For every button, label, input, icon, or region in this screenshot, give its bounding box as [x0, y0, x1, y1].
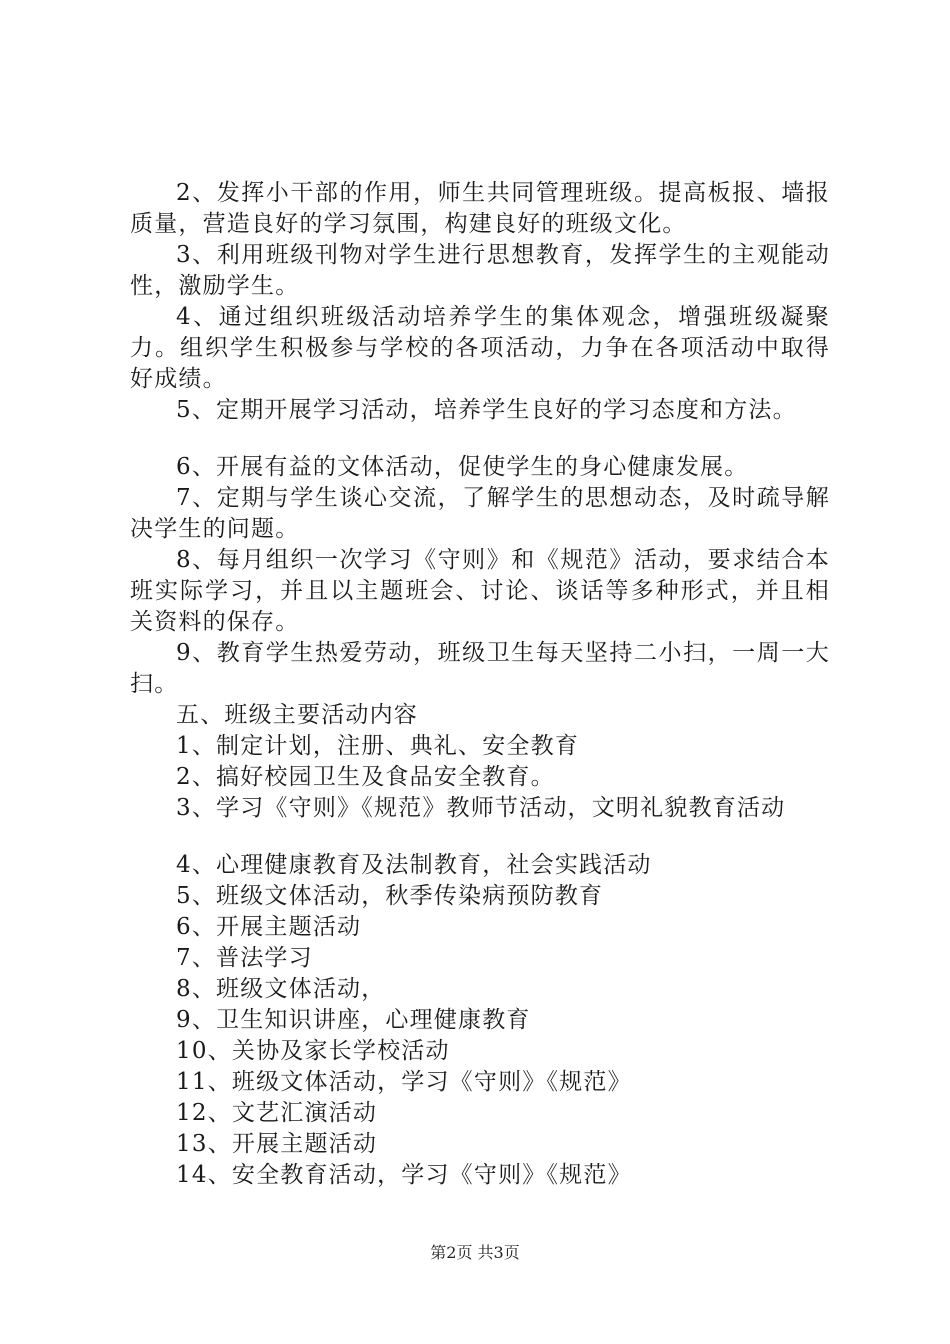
list-item: 14、安全教育活动，学习《守则》《规范》: [176, 1162, 632, 1188]
list-item: 13、开展主题活动: [176, 1131, 378, 1157]
list-item: 2、搞好校园卫生及食品安全教育。: [176, 764, 555, 790]
paragraph: 8、每月组织一次学习《守则》和《规范》活动，要求结合本班实际学习，并且以主题班会、讨论、谈话等多种形式，并且相关资料的保存。: [130, 547, 830, 635]
list-item: 12、文艺汇演活动: [176, 1100, 378, 1126]
paragraph: 6、开展有益的文体活动，促使学生的身心健康发展。: [176, 454, 749, 480]
page-footer: 第2页 共3页: [430, 1243, 520, 1262]
list-item: 5、班级文体活动，秋季传染病预防教育: [176, 883, 604, 909]
list-item: 9、卫生知识讲座，心理健康教育: [176, 1007, 531, 1033]
paragraph: 2、发挥小干部的作用，师生共同管理班级。提高板报、墙报质量，营造良好的学习氛围，构建良好的班级文化。: [130, 180, 830, 237]
list-item: 4、心理健康教育及法制教育，社会实践活动: [176, 852, 652, 878]
list-item: 8、班级文体活动，: [176, 976, 386, 1002]
paragraph: 9、教育学生热爱劳动，班级卫生每天坚持二小扫，一周一大扫。: [130, 640, 830, 697]
list-item: 6、开展主题活动: [176, 914, 362, 940]
paragraph: 5、定期开展学习活动，培养学生良好的学习态度和方法。: [176, 397, 797, 423]
paragraph: 3、利用班级刊物对学生进行思想教育，发挥学生的主观能动性，激励学生。: [130, 242, 830, 299]
list-item: 7、普法学习: [176, 945, 313, 971]
paragraph: 7、定期与学生谈心交流，了解学生的思想动态，及时疏导解决学生的问题。: [130, 485, 830, 542]
list-item: 10、关协及家长学校活动: [176, 1038, 450, 1064]
list-item: 11、班级文体活动，学习《守则》《规范》: [176, 1069, 632, 1095]
list-item: 1、制定计划，注册、典礼、安全教育: [176, 733, 580, 759]
paragraph: 4、通过组织班级活动培养学生的集体观念，增强班级凝聚力。组织学生积极参与学校的各项活动，力争在各项活动中取得好成绩。: [130, 304, 830, 392]
section-heading: 五、班级主要活动内容: [176, 702, 418, 728]
list-item: 3、学习《守则》《规范》教师节活动，文明礼貌教育活动: [176, 795, 786, 821]
document-body: [130, 178, 830, 1191]
